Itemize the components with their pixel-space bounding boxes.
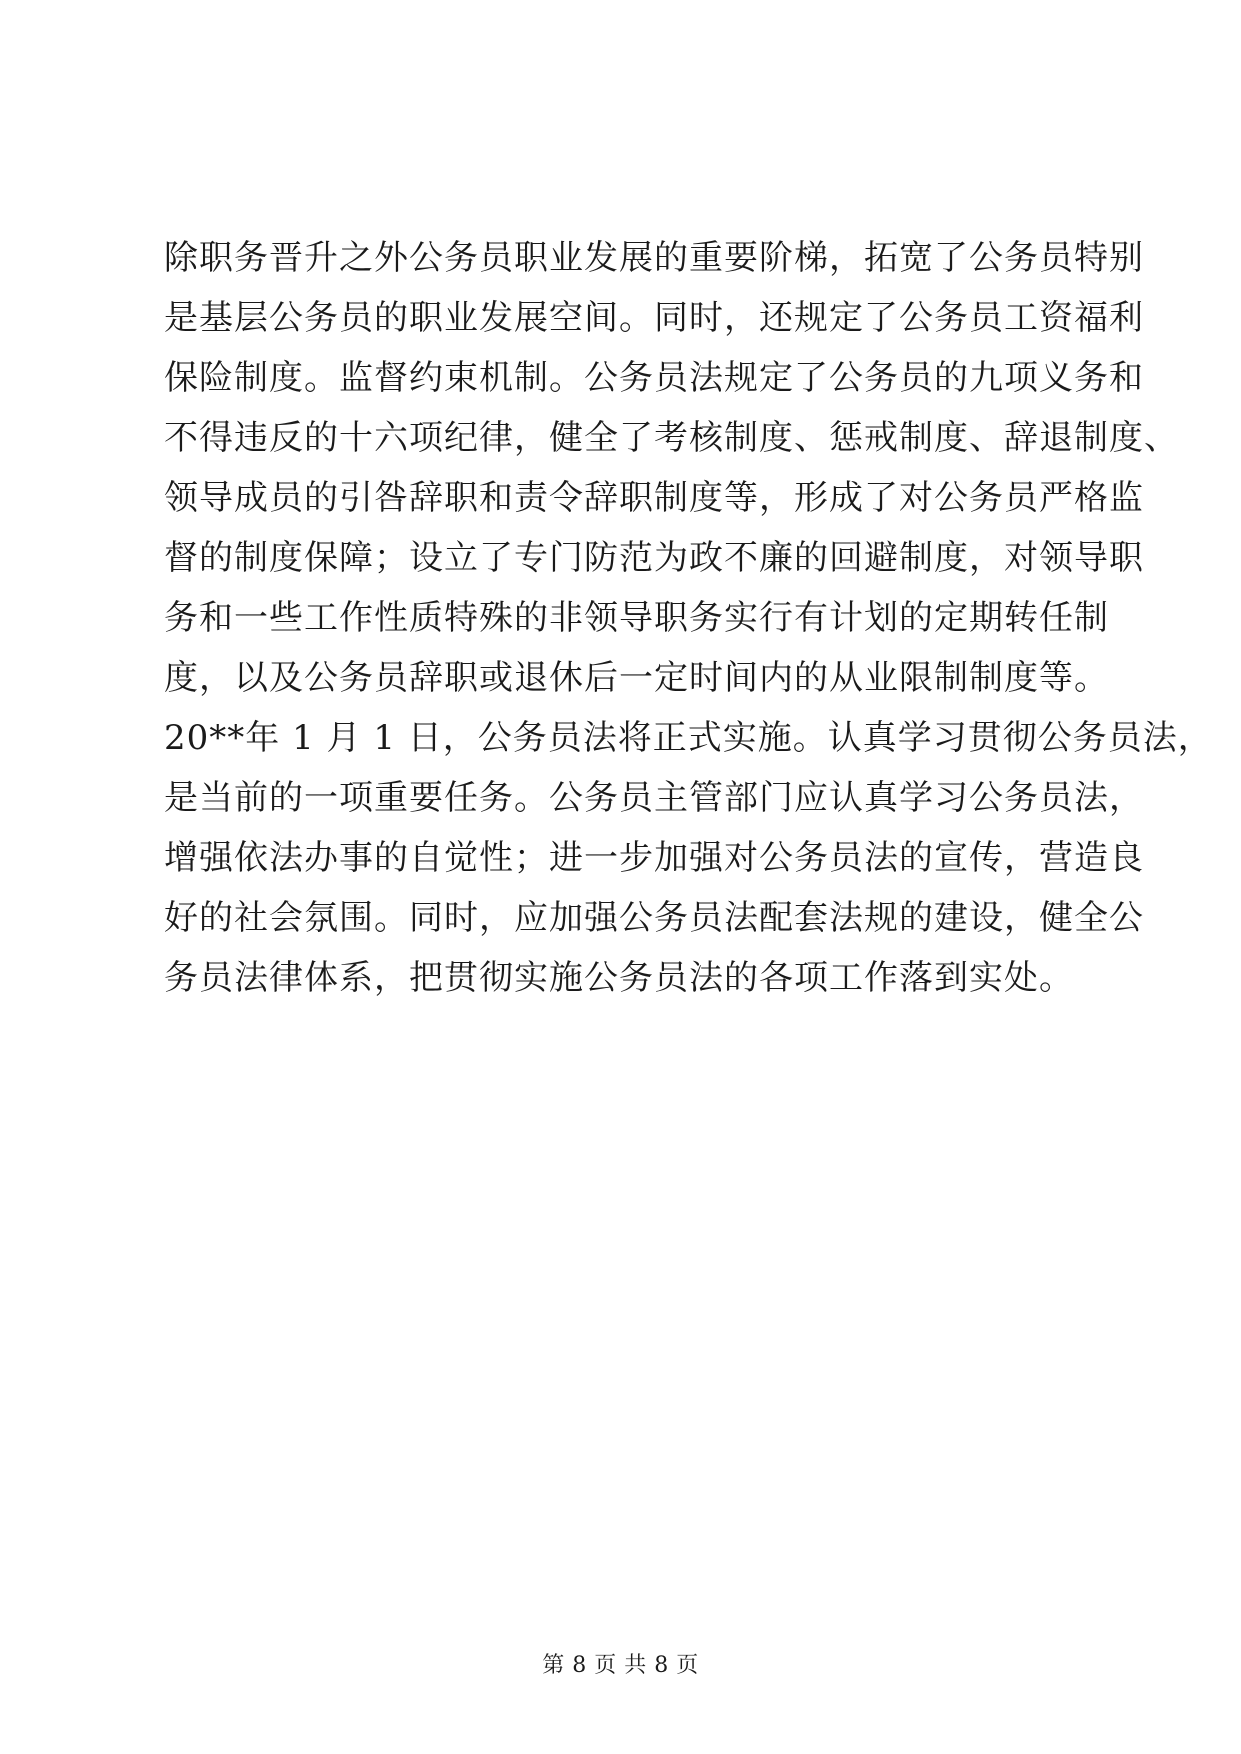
body-line: 保险制度。监督约束机制。公务员法规定了公务员的九项义务和 (164, 358, 1144, 398)
body-line: 务员法律体系，把贯彻实施公务员法的各项工作落到实处。 (164, 958, 1074, 998)
body-line: 好的社会氛围。同时，应加强公务员法配套法规的建设，健全公 (164, 898, 1144, 938)
body-line: 20**年 1 月 1 日，公务员法将正式实施。认真学习贯彻公务员法， (164, 718, 1213, 758)
body-line: 督的制度保障；设立了专门防范为政不廉的回避制度，对领导职 (164, 538, 1144, 578)
body-text (164, 228, 1213, 1008)
body-line: 是当前的一项重要任务。公务员主管部门应认真学习公务员法， (164, 778, 1144, 818)
body-line: 除职务晋升之外公务员职业发展的重要阶梯，拓宽了公务员特别 (164, 238, 1144, 278)
body-line: 增强依法办事的自觉性；进一步加强对公务员法的宣传，营造良 (164, 838, 1144, 878)
body-line: 不得违反的十六项纪律，健全了考核制度、惩戒制度、辞退制度、 (164, 418, 1179, 458)
body-line: 务和一些工作性质特殊的非领导职务实行有计划的定期转任制 (164, 598, 1109, 638)
body-line: 是基层公务员的职业发展空间。同时，还规定了公务员工资福利 (164, 298, 1144, 338)
body-line: 度，以及公务员辞职或退休后一定时间内的从业限制制度等。 (164, 658, 1109, 698)
body-line: 领导成员的引咎辞职和责令辞职制度等，形成了对公务员严格监 (164, 478, 1144, 518)
page-number-footer: 第 8 页 共 8 页 (542, 1653, 699, 1678)
